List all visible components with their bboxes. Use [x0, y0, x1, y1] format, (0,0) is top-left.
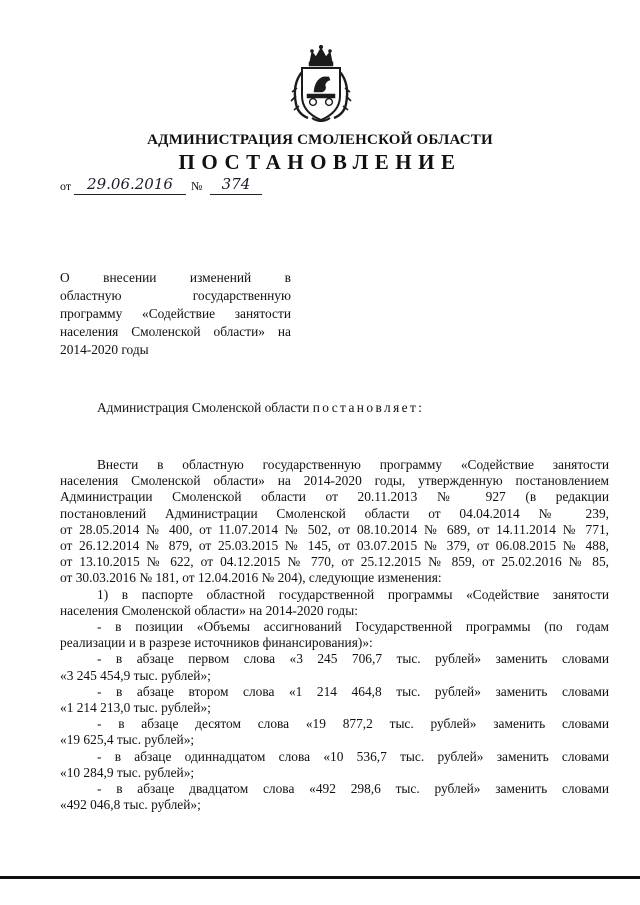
registration-line — [60, 175, 280, 197]
body-line: Администрации Смоленской области от 20.11.2013 № 927 (в редакции — [60, 489, 609, 505]
date-underline — [74, 194, 186, 195]
organization-title: АДМИНИСТРАЦИЯ СМОЛЕНСКОЙ ОБЛАСТИ — [147, 132, 493, 148]
subject-line: О внесении изменений в — [60, 270, 291, 285]
document-type-title: ПОСТАНОВЛЕНИЕ — [178, 150, 462, 174]
body-line: населения Смоленской области» на 2014-2020 годы: — [60, 602, 358, 618]
body-line: - в абзаце втором слова «1 214 464,8 тыс. рублей» заменить словами — [97, 683, 609, 699]
number-underline — [210, 194, 262, 195]
body-line: «19 625,4 тыс. рублей»; — [60, 732, 195, 748]
date-prefix: от — [60, 179, 72, 193]
subject-line: 2014-2020 годы — [60, 342, 149, 357]
subject-line: программу «Содействие занятости — [60, 306, 291, 321]
handwritten-date: 29.06.2016 — [87, 175, 173, 193]
body-line: от 28.05.2014 № 400, от 11.07.2014 № 502, от 08.10.2014 № 689, от 14.11.2014 № 771, — [60, 521, 609, 537]
document-body — [60, 457, 609, 813]
subject-line: областную государственную — [60, 288, 291, 303]
body-line: постановлений Администрации Смоленской области от 04.04.2014 № 239, — [60, 505, 609, 521]
body-line: - в абзаце первом слова «3 245 706,7 тыс. рублей» заменить словами — [97, 651, 609, 667]
body-line: от 13.10.2015 № 622, от 04.12.2015 № 770, от 25.12.2015 № 859, от 25.02.2016 № 85, — [60, 554, 609, 570]
body-line: населения Смоленской области» на 2014-2020 годы, утвержденную постановлением — [60, 473, 609, 489]
body-line: - в абзаце десятом слова «19 877,2 тыс. рублей» заменить словами — [97, 716, 609, 732]
smolensk-coat-of-arms-icon — [288, 44, 354, 124]
body-line: Внести в областную государственную программу «Содействие занятости — [97, 457, 609, 472]
subject-line: населения Смоленской области» на — [60, 324, 291, 339]
body-line: - в абзаце одиннадцатом слова «10 536,7 тыс. рублей» заменить словами — [97, 748, 609, 764]
body-line: «492 046,8 тыс. рублей»; — [60, 797, 201, 813]
document-subject — [60, 269, 291, 359]
handwritten-number: 374 — [221, 175, 251, 193]
body-line: «3 245 454,9 тыс. рублей»; — [60, 667, 211, 683]
body-line: 1) в паспорте областной государственной программы «Содействие занятости — [97, 586, 609, 602]
number-prefix: № — [191, 179, 203, 193]
body-line: от 26.12.2014 № 879, от 25.03.2015 № 145, от 03.07.2015 № 379, от 06.08.2015 № 488, — [60, 538, 609, 554]
preamble — [97, 400, 597, 416]
page-bottom-rule — [0, 876, 640, 879]
body-line: от 30.03.2016 № 181, от 12.04.2016 № 204), следующие изменения: — [60, 570, 442, 586]
body-line: - в абзаце двадцатом слова «492 298,6 тыс. рублей» заменить словами — [97, 781, 609, 797]
preamble-verb: постановляет: — [312, 400, 425, 415]
preamble-text: Администрация Смоленской области — [97, 400, 313, 415]
body-line: реализации и в разрезе источников финансирования)»: — [60, 635, 373, 651]
body-line: «1 214 213,0 тыс. рублей»; — [60, 700, 211, 716]
body-line: «10 284,9 тыс. рублей»; — [60, 764, 195, 780]
body-line: - в позиции «Объемы ассигнований Государственной программы (по годам — [97, 619, 609, 635]
